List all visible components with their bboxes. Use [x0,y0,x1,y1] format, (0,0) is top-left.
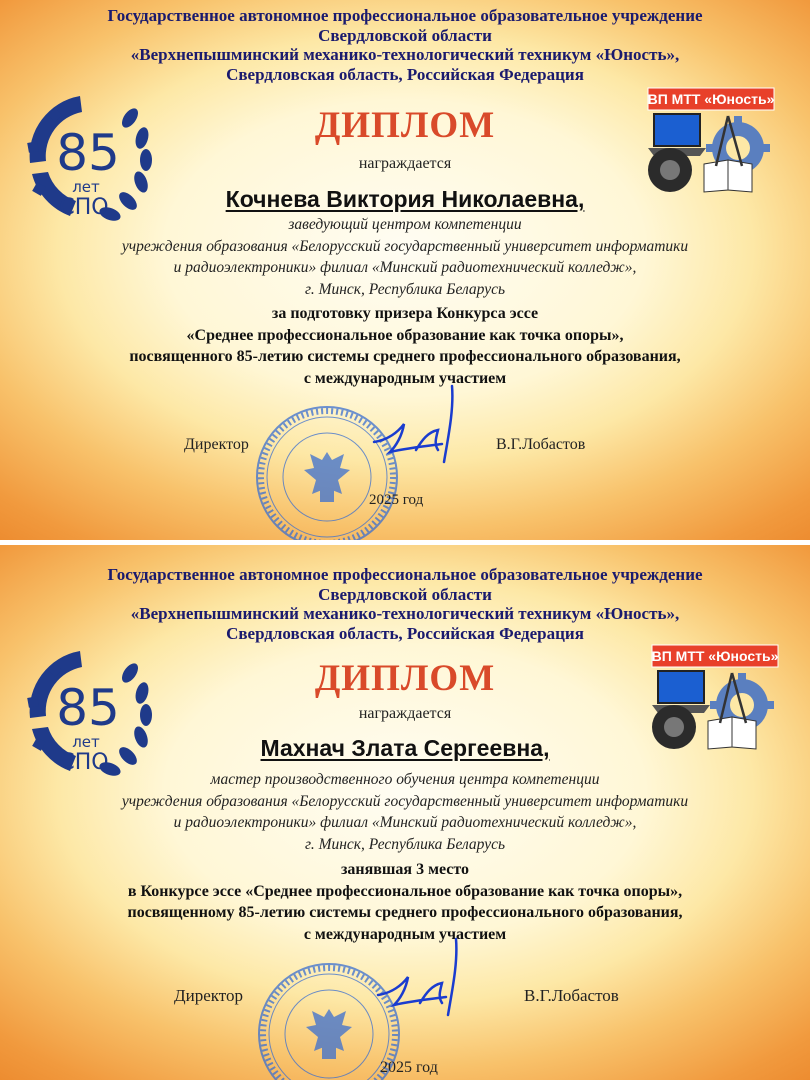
organization-header [0,565,810,643]
director-name: В.Г.Лобастов [496,436,586,453]
achievement-line: в Конкурсе эссе «Среднее профессиональное образование как точка опоры», [127,882,683,900]
achievement-line: с международным участием [303,369,507,387]
header-line: Государственное автономное профессиональное образовательное учреждение [107,6,703,25]
achievement-line: посвященного 85-летию системы среднего профессионального образования, [129,348,681,365]
header-line: «Верхнепышминский механико-технологический техникум «Юность», [130,604,680,623]
recipient-description [0,769,810,855]
diploma-title: ДИПЛОМ [314,658,496,699]
emblem-banner-text: ВП МТТ «Юность» [651,648,779,664]
description-line: учреждения образования «Белорусский государственный университет информатики [121,792,689,810]
director-signature [368,380,478,470]
double-eagle-emblem-icon [306,1009,352,1059]
logo-85-number: 85 [56,124,120,182]
logo-85-number: 85 [56,679,120,737]
achievement-line: посвященному 85-летию системы среднего профессионального образования, [127,904,683,921]
director-label: Директор [174,986,243,1005]
diploma-year: 2025 год [380,1059,438,1076]
director-name: В.Г.Лобастов [524,986,619,1005]
header-line: Государственное автономное профессиональное образовательное учреждение [107,565,703,584]
achievement-line: с международным участием [303,925,507,943]
description-line: мастер производственного обучения центра компетенции [210,771,600,788]
header-line: Свердловской области [318,584,492,604]
emblem-banner-text: ВП МТТ «Юность» [647,91,775,107]
director-signature [372,933,482,1023]
diploma-title: ДИПЛОМ [314,105,496,146]
achievement-line: за подготовку призера Конкурса эссе [271,305,539,322]
header-line: Свердловская область, Российская Федерация [226,623,584,643]
recipient-name: Махнач Злата Сергеевна, [260,735,550,761]
logo-85-line2: СПО [59,750,109,775]
diploma-2 [0,545,810,1080]
logo-85-line2: СПО [59,195,109,220]
director-label: Директор [184,436,249,453]
double-eagle-emblem-icon [304,452,350,502]
header-line: Свердловской области [318,25,492,45]
awarded-label: награждается [358,705,452,722]
description-line: и радиоэлектроники» филиал «Минский радиотехнический колледж», [173,814,637,831]
description-line: г. Минск, Республика Беларусь [304,835,506,853]
achievement-line: занявшая 3 место [340,861,470,878]
description-line: г. Минск, Республика Беларусь [304,280,506,298]
recipient-description [0,214,810,300]
logo-85-line1: лет [72,733,100,751]
description-line: заведующий центром компетенции [288,216,522,233]
description-line: и радиоэлектроники» филиал «Минский радиотехнический колледж», [173,259,637,276]
description-line: учреждения образования «Белорусский государственный университет информатики [121,237,689,255]
awarded-label: награждается [358,155,452,172]
header-line: «Верхнепышминский механико-технологический техникум «Юность», [130,45,680,64]
recipient-name: Кочнева Виктория Николаевна, [225,186,585,212]
achievement-text [0,303,810,389]
logo-85-line1: лет [72,178,100,196]
organization-header [0,6,810,84]
header-line: Свердловская область, Российская Федерация [226,64,584,84]
achievement-line: «Среднее профессиональное образование как точка опоры», [186,326,624,344]
diploma-year: 2025 год [369,492,424,508]
